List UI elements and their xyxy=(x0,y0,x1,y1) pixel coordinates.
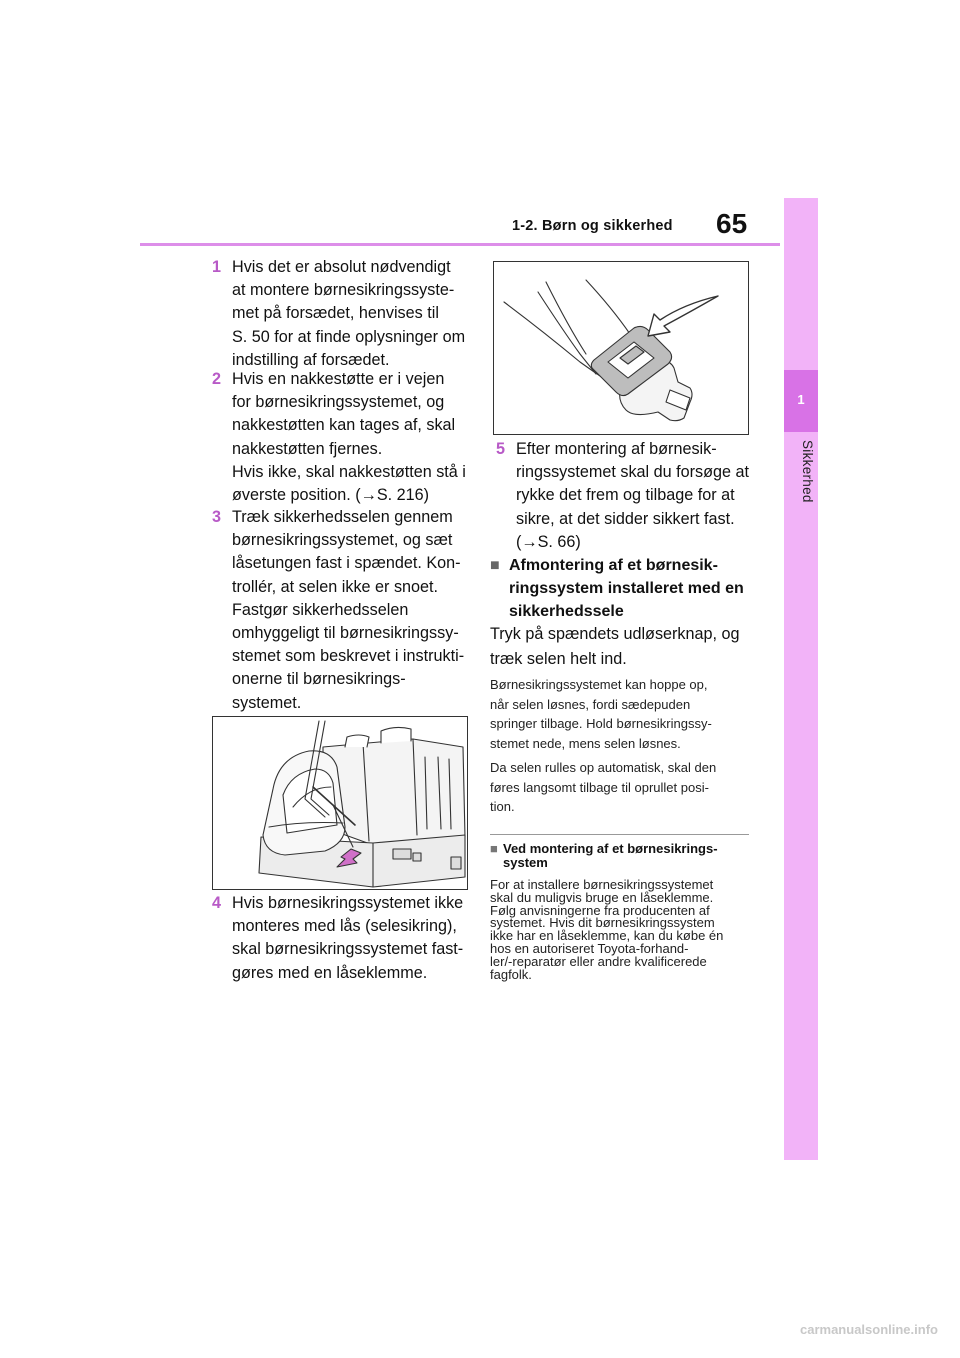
text-line: når selen løsnes, fordi sædepuden xyxy=(490,696,691,712)
text-line: Ved montering af et børnesikrings- xyxy=(503,841,718,856)
chapter-tab xyxy=(784,198,818,1160)
step-text xyxy=(232,892,463,985)
text-line: (→S. 66) xyxy=(516,532,581,551)
text-line: For at installere børnesikringssystemet xyxy=(490,877,714,892)
text-line: Træk sikkerhedsselen gennem xyxy=(232,508,453,526)
square-bullet-icon: ■ xyxy=(490,841,498,856)
note-divider xyxy=(490,834,749,835)
text-line: system xyxy=(503,855,548,870)
text-line: Afmontering af et børnesik- xyxy=(509,557,718,574)
text-line: indstilling af forsædet. xyxy=(232,350,390,369)
heading-text xyxy=(509,554,744,623)
text-line: Hvis en nakkestøtte er i vejen xyxy=(232,370,445,388)
text-line: systemet. xyxy=(232,693,302,712)
heading-text xyxy=(503,842,718,870)
text-line: skal børnesikringssystemet fast- xyxy=(232,940,464,959)
text-line: nakkestøtten kan tages af, skal xyxy=(232,416,456,435)
locking-clip-illustration xyxy=(493,261,749,435)
watermark: carmanualsonline.info xyxy=(800,1322,938,1337)
square-bullet-icon: ■ xyxy=(490,557,500,574)
locking-clip-drawing xyxy=(494,262,748,434)
step-text xyxy=(516,438,749,554)
step-text xyxy=(232,368,466,507)
text-line: skal du muligvis bruge en låseklemme. xyxy=(490,889,714,905)
text-line: nakkestøtten fjernes. xyxy=(232,439,383,458)
text-line: fagfolk. xyxy=(490,966,532,982)
step-number: 3 xyxy=(212,508,222,526)
text-line: S. 50 for at finde oplysninger om xyxy=(232,327,466,346)
text-line: Børnesikringssystemet kan hoppe op, xyxy=(490,677,708,692)
step-number: 5 xyxy=(496,440,506,458)
text-line: låsetungen fast i spændet. Kon- xyxy=(232,554,461,573)
text-line: ler/-reparatør eller andre kvalificerede xyxy=(490,953,707,969)
step-5 xyxy=(496,438,760,558)
removal-paragraph-1 xyxy=(490,675,760,753)
text-line: sikkerhedssele xyxy=(509,603,624,620)
text-line: gøres med en låseklemme. xyxy=(232,963,428,982)
text-line: onerne til børnesikrings- xyxy=(232,670,406,689)
text-line: træk selen helt ind. xyxy=(490,650,627,668)
text-line: rykke det frem og tilbage for at xyxy=(516,486,735,505)
step-text xyxy=(232,256,465,372)
step-number: 4 xyxy=(212,894,222,912)
text-line: Da selen rulles op automatisk, skal den xyxy=(490,760,717,775)
text-line: systemet. Hvis dit børnesikringssystem xyxy=(490,915,715,931)
text-line: for børnesikringssystemet, og xyxy=(232,393,445,412)
removal-intro xyxy=(490,622,760,672)
text-line: Efter montering af børnesik- xyxy=(516,440,717,458)
text-line: Følg anvisningerne fra producenten af xyxy=(490,902,710,918)
text-line: springer tilbage. Hold børnesikringssy- xyxy=(490,716,712,731)
text-line: met på forsædet, henvises til xyxy=(232,304,439,323)
chapter-number-tab xyxy=(784,370,818,432)
text-line: føres langsomt tilbage til oprullet posi- xyxy=(490,779,709,795)
text-line: Tryk på spændets udløserknap, og xyxy=(490,625,740,643)
chapter-number: 1 xyxy=(797,392,805,407)
text-line: børnesikringssystemet, og sæt xyxy=(232,531,453,550)
text-line: øverste position. (→S. 216) xyxy=(232,486,430,505)
child-seat-illustration xyxy=(212,716,468,890)
step-3 xyxy=(212,506,482,716)
step-number: 1 xyxy=(212,258,222,276)
text-line: monteres med lås (selesikring), xyxy=(232,917,457,936)
step-text xyxy=(232,506,464,715)
page-number: 65 xyxy=(716,208,748,239)
step-number: 2 xyxy=(212,370,222,388)
text-line: trollér, at selen ikke er snoet. xyxy=(232,577,439,596)
text-line: omhyggeligt til børnesikringssy- xyxy=(232,624,459,643)
text-line: hos en autoriseret Toyota-forhand- xyxy=(490,940,689,956)
text-line: stemet nede, mens selen løsnes. xyxy=(490,735,681,751)
text-line: tion. xyxy=(490,799,515,814)
section-title: 1-2. Børn og sikkerhed xyxy=(512,218,673,234)
text-line: at montere børnesikringssyste- xyxy=(232,281,455,300)
removal-paragraph-2 xyxy=(490,758,760,817)
chapter-label: Sikkerhed xyxy=(800,440,815,503)
removal-heading xyxy=(490,554,760,626)
text-line: Fastgør sikkerhedsselen xyxy=(232,600,409,619)
text-line: stemet som beskrevet i instrukti- xyxy=(232,647,465,666)
step-4 xyxy=(212,892,482,988)
note-heading xyxy=(490,842,760,872)
text-line: ringssystemet skal du forsøge at xyxy=(516,463,750,482)
header-rule xyxy=(140,243,780,246)
text-line: Hvis ikke, skal nakkestøtten stå i xyxy=(232,462,466,481)
note-body xyxy=(490,879,760,981)
text-line: ikke har en låseklemme, kan du købe én xyxy=(490,928,724,944)
text-line: sikre, at det sidder sikkert fast. xyxy=(516,509,735,528)
step-2 xyxy=(212,368,482,510)
text-line: ringssystem installeret med en xyxy=(509,580,744,597)
text-line: Hvis det er absolut nødvendigt xyxy=(232,258,451,276)
child-seat-drawing xyxy=(213,717,467,889)
text-line: Hvis børnesikringssystemet ikke xyxy=(232,894,464,912)
step-1 xyxy=(212,256,482,376)
